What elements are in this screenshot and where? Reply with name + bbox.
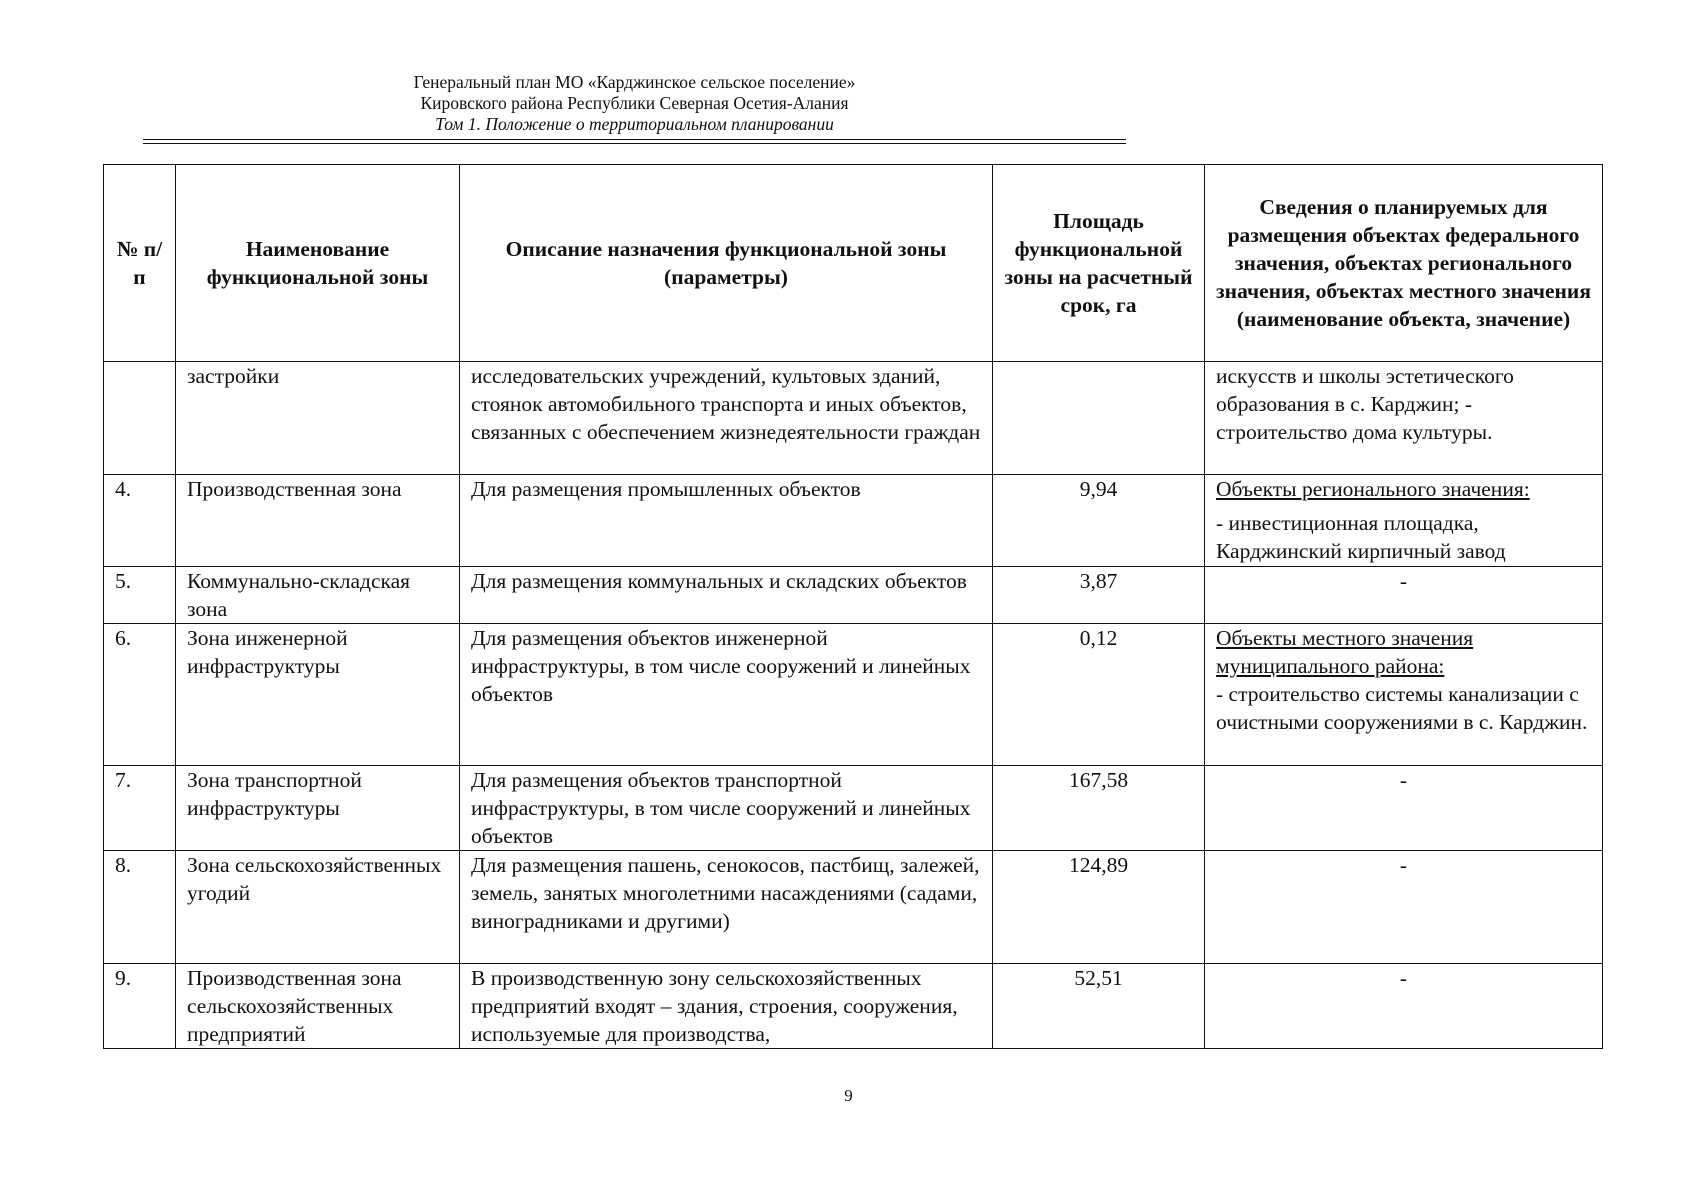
zone-objects: - <box>1205 851 1603 964</box>
zone-name: Коммунально-складская зона <box>176 567 460 624</box>
row-number: 8. <box>104 851 176 964</box>
zone-name: Зона сельскохозяйственных угодий <box>176 851 460 964</box>
column-header-description: Описание назначения функциональной зоны (параметры) <box>460 165 993 362</box>
zone-area: 52,51 <box>993 964 1205 1049</box>
zone-description: В производственную зону сельскохозяйственных предприятий входят – здания, строения, сооружения, используемые для производства, <box>460 964 993 1049</box>
zone-name: Производственная зона <box>176 475 460 567</box>
zone-objects <box>1205 475 1603 567</box>
zone-area: 9,94 <box>993 475 1205 567</box>
zone-area <box>993 362 1205 475</box>
zone-description: исследовательских учреждений, культовых зданий, стоянок автомобильного транспорта и иных объектов, связанных с обеспечением жизнедеятельности граждан <box>460 362 993 475</box>
table-header-row <box>104 165 1603 362</box>
zone-area: 167,58 <box>993 766 1205 851</box>
objects-heading: Объекты регионального значения: <box>1216 477 1530 501</box>
column-header-name: Наименование функциональной зоны <box>176 165 460 362</box>
row-number: 9. <box>104 964 176 1049</box>
table-row <box>104 362 1603 475</box>
row-number: 6. <box>104 624 176 766</box>
table-row <box>104 851 1603 964</box>
header-rule-bottom <box>143 143 1126 144</box>
zone-area: 0,12 <box>993 624 1205 766</box>
row-number: 4. <box>104 475 176 567</box>
zone-name: Зона транспортной инфраструктуры <box>176 766 460 851</box>
objects-text: - инвестиционная площадка, Карджинский кирпичный завод <box>1216 511 1506 563</box>
page-number: 9 <box>844 1086 853 1105</box>
zone-name: застройки <box>176 362 460 475</box>
table-row <box>104 964 1603 1049</box>
header-line-3: Том 1. Положение о территориальном планировании <box>435 114 834 134</box>
zone-description: Для размещения коммунальных и складских объектов <box>460 567 993 624</box>
row-number: 5. <box>104 567 176 624</box>
objects-text: - строительство системы канализации с очистными сооружениями в с. Карджин. <box>1216 682 1588 734</box>
functional-zones-table <box>103 164 1603 1049</box>
zone-description: Для размещения промышленных объектов <box>460 475 993 567</box>
zone-description: Для размещения объектов инженерной инфраструктуры, в том числе сооружений и линейных объектов <box>460 624 993 766</box>
zone-objects: - <box>1205 964 1603 1049</box>
row-number: 7. <box>104 766 176 851</box>
row-number <box>104 362 176 475</box>
document-header <box>143 72 1126 135</box>
header-line-1: Генеральный план МО «Карджинское сельское поселение» <box>413 72 856 92</box>
table-row <box>104 567 1603 624</box>
zone-description: Для размещения пашень, сенокосов, пастбищ, залежей, земель, занятых многолетними насаждениями (садами, виноградниками и другими) <box>460 851 993 964</box>
zone-area: 124,89 <box>993 851 1205 964</box>
zone-area: 3,87 <box>993 567 1205 624</box>
zone-name: Производственная зона сельскохозяйственных предприятий <box>176 964 460 1049</box>
header-rule-top <box>143 139 1126 140</box>
column-header-number: № п/п <box>104 165 176 362</box>
header-line-2: Кировского района Республики Северная Осетия-Алания <box>420 93 849 113</box>
objects-heading: Объекты местного значения муниципального района: <box>1216 626 1474 678</box>
zone-name: Зона инженерной инфраструктуры <box>176 624 460 766</box>
column-header-objects: Сведения о планируемых для размещения объектах федерального значения, объектах регионального значения, объектах местного значения (наименование объекта, значение) <box>1205 165 1603 362</box>
table-row <box>104 475 1603 567</box>
table-row <box>104 624 1603 766</box>
zone-objects: искусств и школы эстетического образования в с. Карджин; - строительство дома культуры. <box>1205 362 1603 475</box>
zone-objects <box>1205 624 1603 766</box>
zone-objects: - <box>1205 766 1603 851</box>
column-header-area: Площадь функциональной зоны на расчетный срок, га <box>993 165 1205 362</box>
zone-description: Для размещения объектов транспортной инфраструктуры, в том числе сооружений и линейных объектов <box>460 766 993 851</box>
zone-objects: - <box>1205 567 1603 624</box>
table-row <box>104 766 1603 851</box>
